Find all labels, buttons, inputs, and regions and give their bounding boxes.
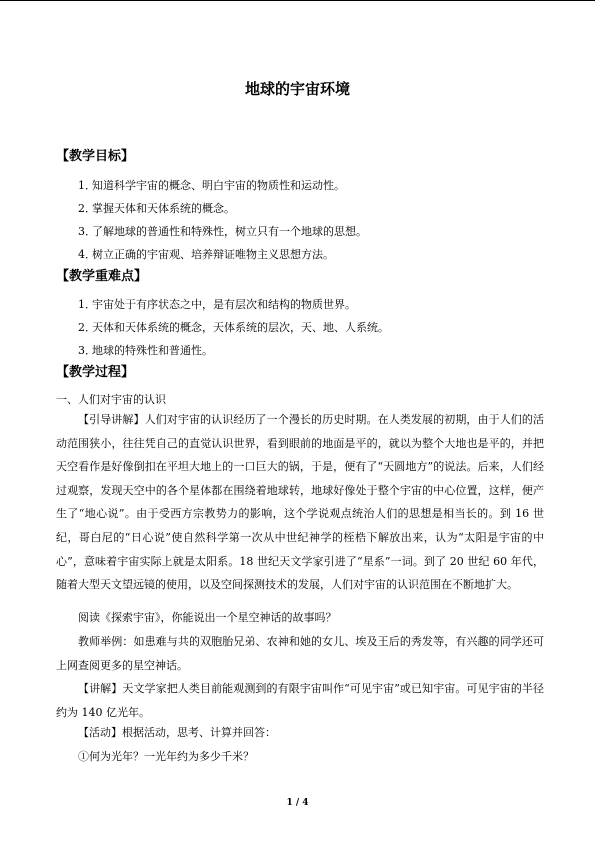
keypoint-item-2: 2．天体和天体系统的概念，天体系统的层次，天、地、人系统。 <box>78 321 389 334</box>
goal-item-2: 2．掌握天体和天体系统的概念。 <box>78 202 235 215</box>
section-title-1: 一、人们对宇宙的认识 <box>56 393 166 406</box>
header-rule <box>0 0 595 1</box>
keypoint-item-3: 3．地球的特殊性和普通性。 <box>78 344 213 357</box>
process-heading: 【教学过程】 <box>56 365 135 380</box>
goal-item-1: 1．知道科学宇宙的概念、明白宇宙的物质性和运动性。 <box>78 179 345 192</box>
page-title: 地球的宇宙环境 <box>244 80 350 98</box>
goal-item-3: 3．了解地球的普通性和特殊性，树立只有一个地球的思想。 <box>78 225 367 238</box>
paragraph-explain: 【讲解】天文学家把人类目前能观测到的有限宇宙叫作“可见宇宙”或已知宇宙。可见宇宙的半径约为 140 亿光年。 <box>56 682 544 719</box>
paragraph-teacher-example: 教师举例：如患难与共的双胞胎兄弟、农神和她的女儿、埃及王后的秀发等，有兴趣的同学还可上网查阅更多的星空神话。 <box>56 635 544 672</box>
page-number: 1 / 4 <box>286 798 309 808</box>
goals-heading: 【教学目标】 <box>56 149 135 164</box>
keypoint-item-1: 1．宇宙处于有序状态之中，是有层次和结构的物质世界。 <box>78 298 356 311</box>
keypoints-heading: 【教学重难点】 <box>56 269 148 284</box>
paragraph-activity: 【活动】根据活动，思考、计算并回答： <box>78 726 276 739</box>
paragraph-question-1: ①何为光年？一光年约为多少千米？ <box>78 750 254 763</box>
paragraph-reading: 阅读《探索宇宙》，你能说出一个星空神话的故事吗？ <box>78 611 337 624</box>
paragraph-intro: 【引导讲解】人们对宇宙的认识经历了一个漫长的历史时期。在人类发展的初期，由于人们的活动范围狭小，往往凭自己的直觉认识世界，看到眼前的地面是平的，就以为整个大地也是平的，并把天空看作是好像倒扣在平坦大地上的一口巨大的锅，于是，便有了“天圆地方”的说法。后来，人们经过观察，发现天空中的各个星体都在围绕着地球转，地球好像处于整个宇宙的中心位置，这样，便产生了“地心说”。由于受西方宗教势力的影响，这个学说观点统治人们的思想是相当长的。到 16 世纪，哥白尼的“日心说”使自然科学第一次从中世纪神学的桎梏下解放出来，认为“太阳是宇宙的中心”，意味着宇宙实际上就是太阳系。18 世纪天文学家引进了“星系”一词。到了 20 世纪 60 年代，随着大型天文望远镜的使用，以及空间探测技术的发展，人们对宇宙的认识范围在不断地扩大。 <box>56 413 544 592</box>
goal-item-4: 4．树立正确的宇宙观、培养辩证唯物主义思想方法。 <box>78 248 334 261</box>
